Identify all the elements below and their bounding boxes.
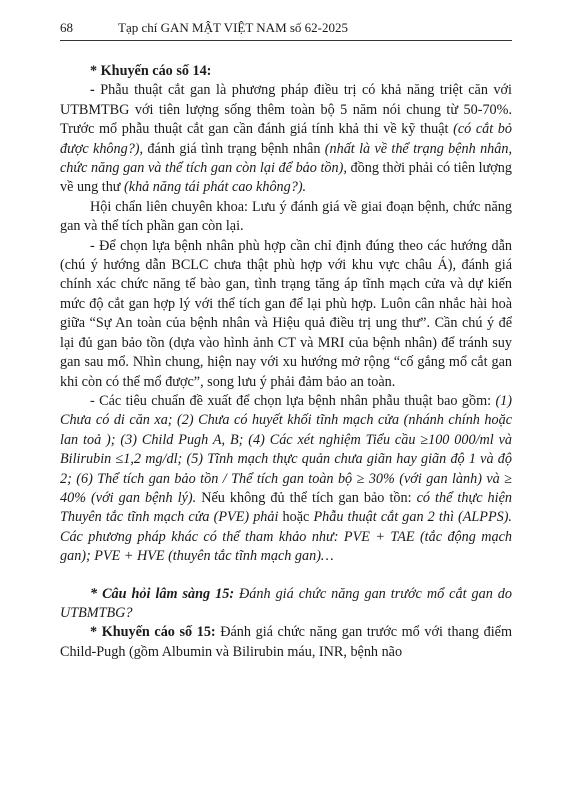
page-number: 68 <box>60 20 73 35</box>
clinical-question-15 <box>60 585 512 624</box>
p4-text-3: hoặc <box>278 509 314 526</box>
paragraph-selection: - Để chọn lựa bệnh nhân phù hợp cần chỉ định đúng theo các hướng dẫn (chú ý hướng dẫn BCLC chưa thật phù hợp với khu vực châu Á), đánh giá chính xác chức năng tế bào gan, tình trạng tăng áp tĩnh mạch cửa và dự kiến mức độ cắt gan hợp lý với thể tích gan để lại phù hợp. Luôn cân nhắc hài hoà giữa “Sự An toàn của bệnh nhân và Hiệu quả điều trị ung thư”. Cần chú ý để lại đủ gan bảo tồn (dựa vào hình ảnh CT và MRI của bệnh nhân) để tránh suy gan sau mổ. Nhìn chung, hiện nay với xu hướng mở rộng “cố gắng mổ cắt gan khi còn có thể mổ được”, song lưu ý phải đảm bảo an toàn. <box>60 237 512 390</box>
recommendation-15 <box>60 623 512 662</box>
p1-italic-2: (nhất là về thể trạng bệnh nhân, chức năng gan và thể tích gan còn lại để bảo tồn) <box>60 140 513 177</box>
p4-text-1: - Các tiêu chuẩn đề xuất để chọn lựa bệnh nhân phẫu thuật bao gồm: <box>90 392 496 409</box>
p4-italic-pve: có thể thực hiện Thuyên tắc tĩnh mạch cửa (PVE) phải <box>60 489 512 526</box>
recommendation-15-text: Đánh giá chức năng gan trước mổ với thang điểm Child-Pugh (gồm Albumin và Bilirubin máu, INR, bệnh não <box>60 624 512 660</box>
header-rule <box>60 40 512 41</box>
p4-text-2: Nếu không đủ thể tích gan bảo tồn: <box>196 489 417 506</box>
journal-title: Tạp chí GAN MẬT VIỆT NAM số 62-2025 <box>118 20 349 35</box>
p1-text-3: , đồng thời phải có tiên lượng về ung thư <box>60 160 512 196</box>
paragraph-consultation: Hội chẩn liên chuyên khoa: Lưu ý đánh giá về giai đoạn bệnh, chức năng gan và thể tích phần gan còn lại. <box>60 198 512 235</box>
p1-italic-3: (khả năng tái phát cao không?). <box>124 179 307 196</box>
p1-text-1: Phẫu thuật cắt gan là phương pháp điều trị có khả năng triệt căn với UTBMTBG với tiên lượng sống thêm toàn bộ 5 năm nói chung từ 50-70%. Trước mổ phẫu thuật cắt gan cần đánh giá tính khả thi về kỹ thuật <box>60 82 512 138</box>
page-body <box>60 62 512 662</box>
paragraph-criteria <box>60 392 512 567</box>
p1-text-2: đánh giá tình trạng bệnh nhân <box>143 140 325 157</box>
question-15-text: Đánh giá chức năng gan trước mổ cắt gan do UTBMTBG? <box>60 585 512 621</box>
paragraph-surgery <box>60 81 512 197</box>
dash-marker: - <box>90 82 101 99</box>
p4-italic-alpps: Phẫu thuật cắt gan 2 thì (ALPPS). Các phương pháp khác có thể tham khảo như: PVE + TAE (tắc động mạch gan); PVE + HVE (thuyên tắc tĩnh mạch gan)… <box>60 509 512 565</box>
p4-criteria-list: (1) Chưa có di căn xa; (2) Chưa có huyết khối tĩnh mạch cửa (nhánh chính hoặc lan toả ); (3) Child Pugh A, B; (4) Các xét nghiệm Tiểu cầu ≥100 000/ml và Bilirubin ≤1,2 mg/dl; (5) Tĩnh mạch thực quản chưa giãn hay giãn độ 1 và độ 2; (6) Thể tích gan bảo tồn / Thể tích gan toàn bộ ≥ 30% (với gan lành) và ≥ 40% (với gan bệnh lý). <box>60 392 512 506</box>
recommendation-15-label: * Khuyến cáo số 15: <box>90 624 216 641</box>
recommendation-14-heading: * Khuyến cáo số 14: <box>90 63 212 79</box>
p1-italic-1: (có cắt bỏ được không?), <box>60 121 512 157</box>
section-gap <box>60 567 512 585</box>
question-15-label: * Câu hỏi lâm sàng 15: <box>90 585 235 602</box>
page-header <box>60 20 512 42</box>
